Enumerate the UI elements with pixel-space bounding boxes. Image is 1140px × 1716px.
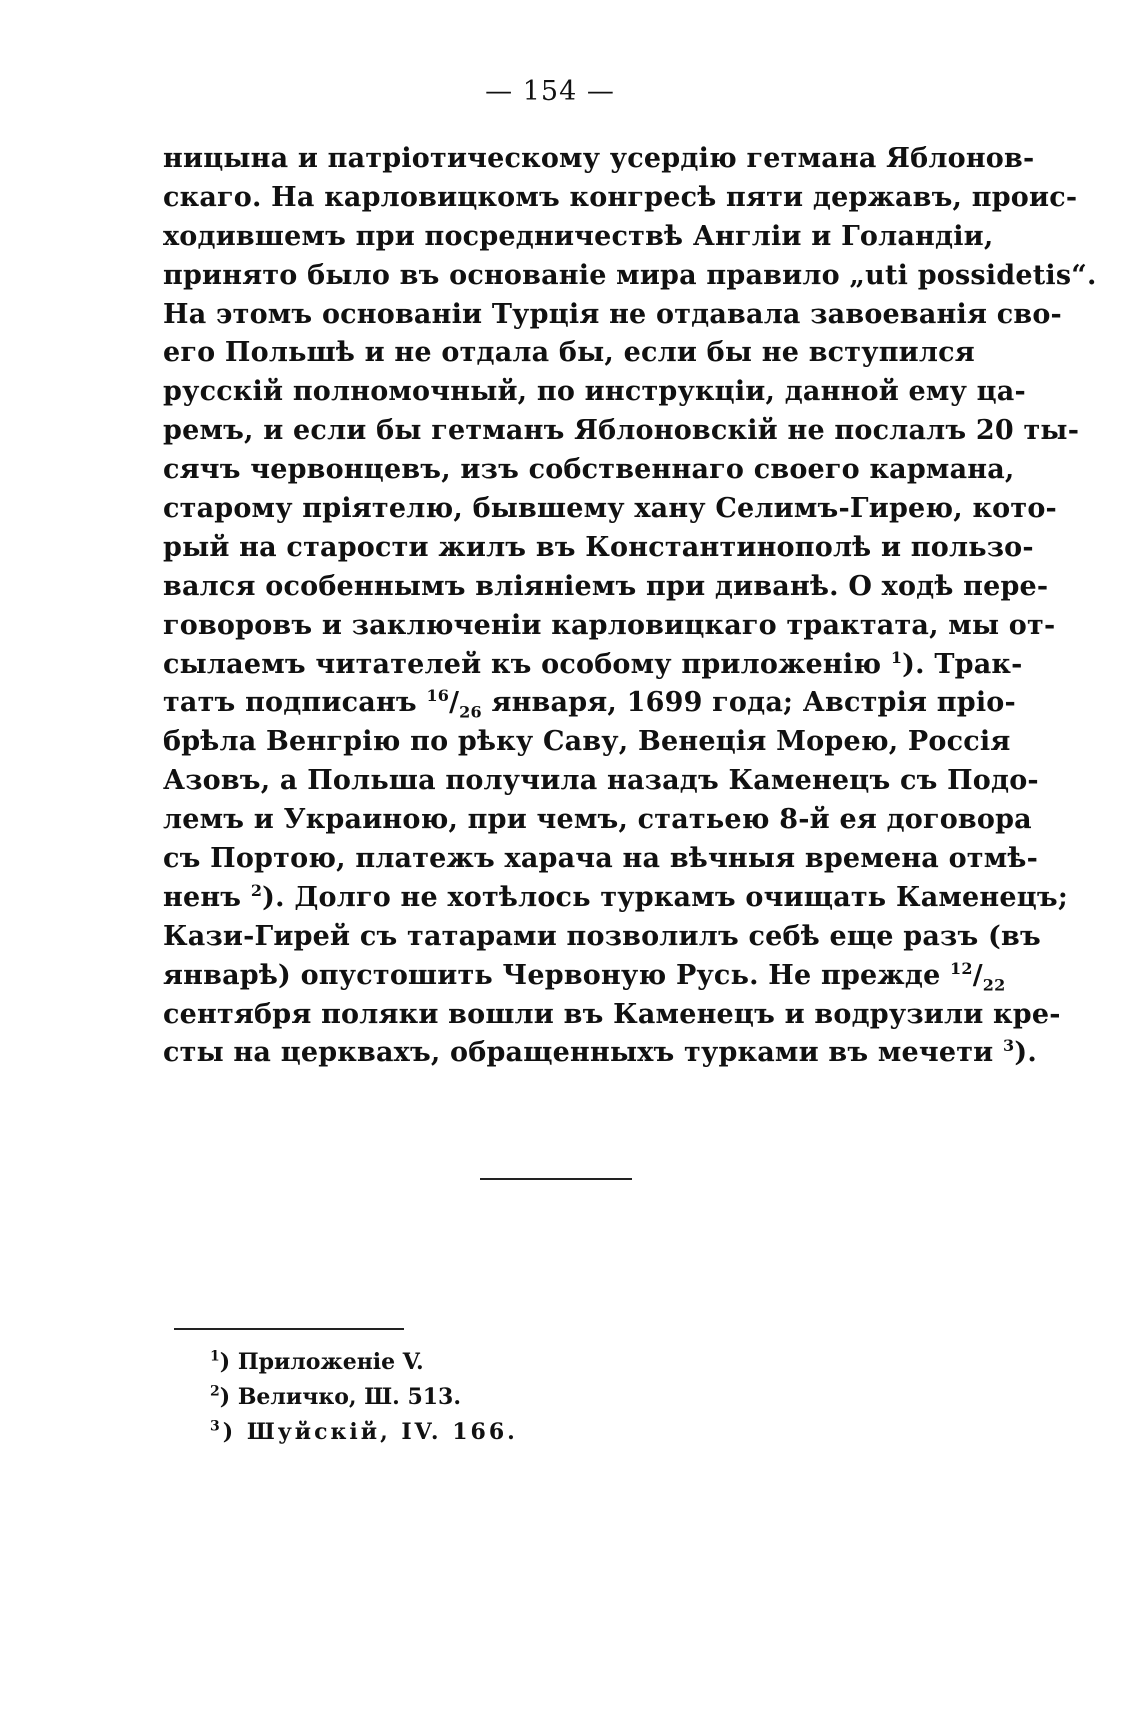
text-segment: ). Долго не хотѣлось туркамъ очищать Каменецъ; (262, 881, 1068, 913)
footnote-number: 1 (210, 1348, 220, 1365)
text-line: брѣла Венгрію по рѣку Саву, Венеція Морею, Россія (163, 726, 1011, 758)
footnote-item (210, 1415, 810, 1450)
date-fraction-den: 26 (459, 702, 482, 722)
text-segment: январѣ) опустошить Червоную Русь. Не прежде (163, 959, 951, 991)
text-segment: января, 1699 года; Австрія пріо- (481, 687, 1016, 719)
text-line: ремъ, и если бы гетманъ Яблоновскій не послалъ 20 ты- (163, 415, 1080, 447)
text-line: съ Портою, платежъ харача на вѣчныя времена отмѣ- (163, 843, 1038, 875)
footnote-text: ) Шуйскій, IV. 166. (222, 1419, 518, 1445)
text-line-with-date: татъ подписанъ $^{16}/_{26}$ января, 1699 года; Австрія пріо- (163, 686, 1016, 722)
text-line: сячъ червонцевъ, изъ собственнаго своего кармана, (163, 454, 1015, 486)
text-segment: сылаемъ читателей къ особому приложенію (163, 648, 891, 680)
text-line: сентября поляки вошли въ Каменецъ и водрузили кре- (163, 998, 1061, 1030)
text-line: ницына и патріотическому усердію гетмана Яблонов- (163, 143, 1035, 174)
footnotes (210, 1345, 810, 1450)
text-line: Кази-Гирей съ татарами позволилъ себѣ еще разъ (въ (163, 920, 1041, 952)
text-segment: ). (1014, 1037, 1037, 1069)
text-segment: ненъ (163, 881, 251, 913)
date-fraction-num: 12 (950, 958, 973, 978)
text-line-with-date: январѣ) опустошить Червоную Русь. Не прежде $^{12}/_{22}$ (163, 958, 1006, 995)
text-line-with-footnote (163, 1034, 1037, 1073)
footnote-mark: 1 (890, 647, 903, 667)
text-line: лемъ и Украиною, при чемъ, статьею 8-й ея договора (163, 804, 1032, 836)
text-line: скаго. На карловицкомъ конгресѣ пяти державъ, проис- (163, 181, 1078, 213)
footnote-text: ) Приложеніе V. (219, 1349, 424, 1375)
text-line-with-footnote (163, 879, 1068, 918)
section-end-rule (480, 1178, 632, 1180)
footnote-number: 3 (210, 1418, 223, 1435)
text-line: На этомъ основаніи Турція не отдавала завоеванія сво- (163, 298, 1062, 330)
text-line: рый на старости жилъ въ Константинополѣ и пользо- (163, 531, 1034, 563)
text-line: вался особеннымъ вліяніемъ при диванѣ. О ходѣ пере- (163, 570, 1049, 602)
text-line: ходившемъ при посредничествѣ Англіи и Голандіи, (163, 220, 994, 252)
footnote-number: 2 (210, 1383, 220, 1400)
date-fraction-num: 16 (426, 686, 450, 706)
text-segment: татъ подписанъ (163, 687, 427, 719)
text-line-with-footnote (163, 646, 1023, 685)
page-number: — 154 — (485, 76, 615, 107)
text-line: говоровъ и заключеніи карловицкаго трактата, мы от- (163, 609, 1056, 641)
text-line: старому пріятелю, бывшему хану Селимъ-Гирею, кото- (163, 493, 1057, 525)
text-line: русскій полномочный, по инструкціи, данной ему ца- (163, 376, 1026, 408)
text-line: Азовъ, а Польша получила назадъ Каменецъ съ Подо- (163, 765, 1039, 797)
footnote-item (210, 1345, 810, 1380)
footnote-mark: 3 (1003, 1036, 1015, 1056)
date-fraction-den: 22 (982, 975, 1006, 995)
footnote-item (210, 1380, 810, 1415)
footnote-text: ) Величко, Ш. 513. (219, 1384, 462, 1410)
text-line: его Польшѣ и не отдала бы, если бы не вступился (163, 337, 975, 369)
body-text (163, 140, 1097, 1073)
footnote-separator (174, 1328, 404, 1330)
text-line: принято было въ основаніе мира правило „uti possidetis“. (163, 259, 1097, 291)
footnote-mark: 2 (250, 880, 263, 900)
text-segment: ). Трак- (902, 648, 1023, 680)
text-segment: сты на церквахъ, обращенныхъ турками въ мечети (163, 1037, 1004, 1069)
